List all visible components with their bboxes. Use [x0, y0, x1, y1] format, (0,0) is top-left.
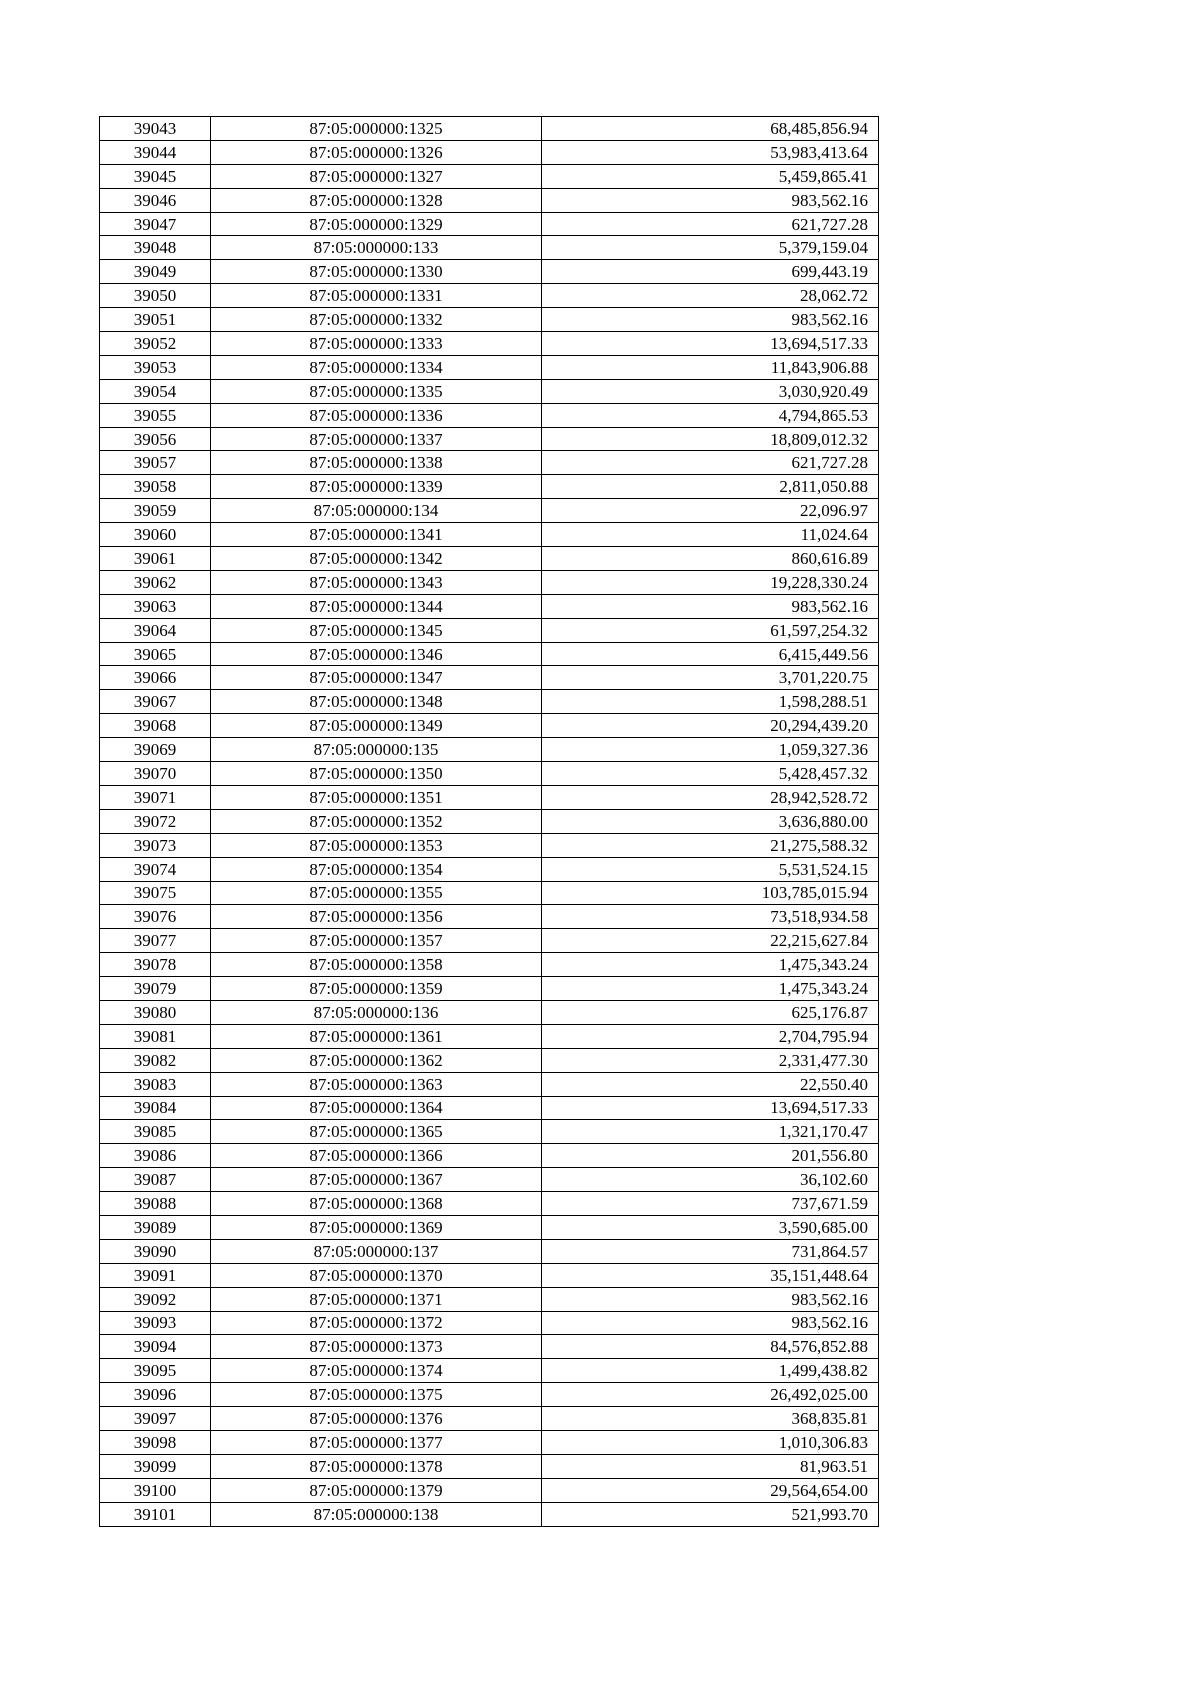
- table-row: [100, 690, 879, 714]
- row-number-cell: 39054: [100, 379, 211, 403]
- table-row: [100, 1383, 879, 1407]
- value-cell: 22,215,627.84: [542, 929, 879, 953]
- table-row: [100, 1430, 879, 1454]
- row-number-cell: 39068: [100, 714, 211, 738]
- cadastral-number-cell: 87:05:000000:1375: [211, 1383, 542, 1407]
- row-number-cell: 39101: [100, 1502, 211, 1526]
- row-number-cell: 39099: [100, 1454, 211, 1478]
- table-row: [100, 284, 879, 308]
- row-number-cell: 39049: [100, 260, 211, 284]
- row-number-cell: 39080: [100, 1000, 211, 1024]
- value-cell: 84,576,852.88: [542, 1335, 879, 1359]
- value-cell: 2,704,795.94: [542, 1024, 879, 1048]
- value-cell: 699,443.19: [542, 260, 879, 284]
- row-number-cell: 39074: [100, 857, 211, 881]
- cadastral-number-cell: 87:05:000000:1368: [211, 1192, 542, 1216]
- table-row: [100, 1048, 879, 1072]
- value-cell: 3,030,920.49: [542, 379, 879, 403]
- cadastral-number-cell: 87:05:000000:1341: [211, 523, 542, 547]
- cadastral-number-cell: 87:05:000000:1355: [211, 881, 542, 905]
- row-number-cell: 39084: [100, 1096, 211, 1120]
- cadastral-number-cell: 87:05:000000:1353: [211, 833, 542, 857]
- cadastral-number-cell: 87:05:000000:133: [211, 236, 542, 260]
- table-row: [100, 594, 879, 618]
- value-cell: 860,616.89: [542, 547, 879, 571]
- row-number-cell: 39046: [100, 188, 211, 212]
- cadastral-number-cell: 87:05:000000:1347: [211, 666, 542, 690]
- value-cell: 621,727.28: [542, 451, 879, 475]
- value-cell: 35,151,448.64: [542, 1263, 879, 1287]
- table-row: [100, 785, 879, 809]
- cadastral-number-cell: 87:05:000000:1376: [211, 1407, 542, 1431]
- table-row: [100, 738, 879, 762]
- value-cell: 73,518,934.58: [542, 905, 879, 929]
- cadastral-number-cell: 87:05:000000:1367: [211, 1168, 542, 1192]
- data-table: [99, 116, 879, 1527]
- row-number-cell: 39093: [100, 1311, 211, 1335]
- cadastral-number-cell: 87:05:000000:1369: [211, 1215, 542, 1239]
- row-number-cell: 39062: [100, 570, 211, 594]
- value-cell: 19,228,330.24: [542, 570, 879, 594]
- table-row: [100, 212, 879, 236]
- row-number-cell: 39053: [100, 355, 211, 379]
- row-number-cell: 39058: [100, 475, 211, 499]
- row-number-cell: 39092: [100, 1287, 211, 1311]
- value-cell: 13,694,517.33: [542, 332, 879, 356]
- cadastral-number-cell: 87:05:000000:1362: [211, 1048, 542, 1072]
- value-cell: 28,062.72: [542, 284, 879, 308]
- row-number-cell: 39075: [100, 881, 211, 905]
- row-number-cell: 39069: [100, 738, 211, 762]
- cadastral-number-cell: 87:05:000000:136: [211, 1000, 542, 1024]
- table-row: [100, 1311, 879, 1335]
- table-row: [100, 1263, 879, 1287]
- value-cell: 983,562.16: [542, 188, 879, 212]
- table-row: [100, 499, 879, 523]
- row-number-cell: 39060: [100, 523, 211, 547]
- value-cell: 1,598,288.51: [542, 690, 879, 714]
- row-number-cell: 39045: [100, 164, 211, 188]
- cadastral-number-cell: 87:05:000000:1327: [211, 164, 542, 188]
- cadastral-number-cell: 87:05:000000:138: [211, 1502, 542, 1526]
- cadastral-number-cell: 87:05:000000:1365: [211, 1120, 542, 1144]
- row-number-cell: 39100: [100, 1478, 211, 1502]
- value-cell: 983,562.16: [542, 1311, 879, 1335]
- row-number-cell: 39096: [100, 1383, 211, 1407]
- row-number-cell: 39081: [100, 1024, 211, 1048]
- cadastral-number-cell: 87:05:000000:1336: [211, 403, 542, 427]
- cadastral-number-cell: 87:05:000000:1334: [211, 355, 542, 379]
- value-cell: 21,275,588.32: [542, 833, 879, 857]
- value-cell: 5,428,457.32: [542, 762, 879, 786]
- cadastral-number-cell: 87:05:000000:1333: [211, 332, 542, 356]
- table-row: [100, 857, 879, 881]
- value-cell: 3,701,220.75: [542, 666, 879, 690]
- value-cell: 26,492,025.00: [542, 1383, 879, 1407]
- table-row: [100, 188, 879, 212]
- value-cell: 68,485,856.94: [542, 117, 879, 141]
- value-cell: 29,564,654.00: [542, 1478, 879, 1502]
- cadastral-number-cell: 87:05:000000:1330: [211, 260, 542, 284]
- table-row: [100, 379, 879, 403]
- table-row: [100, 833, 879, 857]
- table-row: [100, 1192, 879, 1216]
- row-number-cell: 39065: [100, 642, 211, 666]
- cadastral-number-cell: 87:05:000000:1337: [211, 427, 542, 451]
- row-number-cell: 39066: [100, 666, 211, 690]
- table-row: [100, 1168, 879, 1192]
- row-number-cell: 39078: [100, 953, 211, 977]
- table-row: [100, 1024, 879, 1048]
- cadastral-number-cell: 87:05:000000:1349: [211, 714, 542, 738]
- cadastral-number-cell: 87:05:000000:1378: [211, 1454, 542, 1478]
- table-row: [100, 451, 879, 475]
- value-cell: 36,102.60: [542, 1168, 879, 1192]
- table-row: [100, 977, 879, 1001]
- value-cell: 2,331,477.30: [542, 1048, 879, 1072]
- cadastral-number-cell: 87:05:000000:1352: [211, 809, 542, 833]
- cadastral-number-cell: 87:05:000000:1373: [211, 1335, 542, 1359]
- cadastral-number-cell: 87:05:000000:1325: [211, 117, 542, 141]
- row-number-cell: 39095: [100, 1359, 211, 1383]
- table-row: [100, 1072, 879, 1096]
- value-cell: 61,597,254.32: [542, 618, 879, 642]
- value-cell: 81,963.51: [542, 1454, 879, 1478]
- cadastral-number-cell: 87:05:000000:1339: [211, 475, 542, 499]
- value-cell: 1,010,306.83: [542, 1430, 879, 1454]
- value-cell: 5,531,524.15: [542, 857, 879, 881]
- row-number-cell: 39071: [100, 785, 211, 809]
- row-number-cell: 39077: [100, 929, 211, 953]
- cadastral-number-cell: 87:05:000000:1356: [211, 905, 542, 929]
- value-cell: 201,556.80: [542, 1144, 879, 1168]
- value-cell: 1,499,438.82: [542, 1359, 879, 1383]
- cadastral-number-cell: 87:05:000000:1335: [211, 379, 542, 403]
- row-number-cell: 39057: [100, 451, 211, 475]
- table-row: [100, 260, 879, 284]
- cadastral-number-cell: 87:05:000000:1377: [211, 1430, 542, 1454]
- value-cell: 22,550.40: [542, 1072, 879, 1096]
- value-cell: 28,942,528.72: [542, 785, 879, 809]
- row-number-cell: 39091: [100, 1263, 211, 1287]
- row-number-cell: 39072: [100, 809, 211, 833]
- row-number-cell: 39050: [100, 284, 211, 308]
- value-cell: 625,176.87: [542, 1000, 879, 1024]
- cadastral-number-cell: 87:05:000000:1370: [211, 1263, 542, 1287]
- table-row: [100, 905, 879, 929]
- table-body: [100, 117, 879, 1527]
- value-cell: 103,785,015.94: [542, 881, 879, 905]
- value-cell: 983,562.16: [542, 1287, 879, 1311]
- value-cell: 983,562.16: [542, 594, 879, 618]
- row-number-cell: 39076: [100, 905, 211, 929]
- table-row: [100, 475, 879, 499]
- table-row: [100, 1000, 879, 1024]
- table-row: [100, 427, 879, 451]
- value-cell: 6,415,449.56: [542, 642, 879, 666]
- table-row: [100, 1215, 879, 1239]
- value-cell: 22,096.97: [542, 499, 879, 523]
- value-cell: 18,809,012.32: [542, 427, 879, 451]
- table-row: [100, 1239, 879, 1263]
- cadastral-number-cell: 87:05:000000:1346: [211, 642, 542, 666]
- cadastral-number-cell: 87:05:000000:1366: [211, 1144, 542, 1168]
- cadastral-number-cell: 87:05:000000:1348: [211, 690, 542, 714]
- row-number-cell: 39051: [100, 308, 211, 332]
- cadastral-number-cell: 87:05:000000:1371: [211, 1287, 542, 1311]
- cadastral-number-cell: 87:05:000000:1363: [211, 1072, 542, 1096]
- value-cell: 4,794,865.53: [542, 403, 879, 427]
- cadastral-number-cell: 87:05:000000:1344: [211, 594, 542, 618]
- table-row: [100, 953, 879, 977]
- value-cell: 5,459,865.41: [542, 164, 879, 188]
- cadastral-number-cell: 87:05:000000:1338: [211, 451, 542, 475]
- row-number-cell: 39094: [100, 1335, 211, 1359]
- table-row: [100, 547, 879, 571]
- row-number-cell: 39083: [100, 1072, 211, 1096]
- cadastral-number-cell: 87:05:000000:1332: [211, 308, 542, 332]
- table-row: [100, 881, 879, 905]
- row-number-cell: 39055: [100, 403, 211, 427]
- row-number-cell: 39097: [100, 1407, 211, 1431]
- row-number-cell: 39064: [100, 618, 211, 642]
- value-cell: 1,321,170.47: [542, 1120, 879, 1144]
- row-number-cell: 39087: [100, 1168, 211, 1192]
- cadastral-number-cell: 87:05:000000:1345: [211, 618, 542, 642]
- table-row: [100, 308, 879, 332]
- row-number-cell: 39056: [100, 427, 211, 451]
- value-cell: 11,024.64: [542, 523, 879, 547]
- row-number-cell: 39044: [100, 140, 211, 164]
- value-cell: 731,864.57: [542, 1239, 879, 1263]
- value-cell: 3,636,880.00: [542, 809, 879, 833]
- table-row: [100, 140, 879, 164]
- cadastral-number-cell: 87:05:000000:1342: [211, 547, 542, 571]
- table-row: [100, 1502, 879, 1526]
- cadastral-number-cell: 87:05:000000:1364: [211, 1096, 542, 1120]
- table-row: [100, 809, 879, 833]
- row-number-cell: 39043: [100, 117, 211, 141]
- value-cell: 3,590,685.00: [542, 1215, 879, 1239]
- table-row: [100, 642, 879, 666]
- cadastral-number-cell: 87:05:000000:1357: [211, 929, 542, 953]
- cadastral-number-cell: 87:05:000000:1372: [211, 1311, 542, 1335]
- table-row: [100, 332, 879, 356]
- table-row: [100, 523, 879, 547]
- row-number-cell: 39098: [100, 1430, 211, 1454]
- value-cell: 1,475,343.24: [542, 953, 879, 977]
- value-cell: 53,983,413.64: [542, 140, 879, 164]
- row-number-cell: 39090: [100, 1239, 211, 1263]
- cadastral-number-cell: 87:05:000000:1361: [211, 1024, 542, 1048]
- table-row: [100, 164, 879, 188]
- table-row: [100, 1454, 879, 1478]
- row-number-cell: 39089: [100, 1215, 211, 1239]
- table-row: [100, 666, 879, 690]
- cadastral-number-cell: 87:05:000000:1331: [211, 284, 542, 308]
- row-number-cell: 39082: [100, 1048, 211, 1072]
- table-row: [100, 403, 879, 427]
- value-cell: 11,843,906.88: [542, 355, 879, 379]
- row-number-cell: 39088: [100, 1192, 211, 1216]
- table-row: [100, 236, 879, 260]
- row-number-cell: 39073: [100, 833, 211, 857]
- row-number-cell: 39059: [100, 499, 211, 523]
- cadastral-number-cell: 87:05:000000:1329: [211, 212, 542, 236]
- cadastral-number-cell: 87:05:000000:134: [211, 499, 542, 523]
- value-cell: 1,059,327.36: [542, 738, 879, 762]
- cadastral-number-cell: 87:05:000000:1374: [211, 1359, 542, 1383]
- row-number-cell: 39085: [100, 1120, 211, 1144]
- value-cell: 1,475,343.24: [542, 977, 879, 1001]
- row-number-cell: 39067: [100, 690, 211, 714]
- row-number-cell: 39079: [100, 977, 211, 1001]
- table-row: [100, 1407, 879, 1431]
- value-cell: 521,993.70: [542, 1502, 879, 1526]
- row-number-cell: 39061: [100, 547, 211, 571]
- table-row: [100, 1335, 879, 1359]
- table-row: [100, 1478, 879, 1502]
- value-cell: 5,379,159.04: [542, 236, 879, 260]
- cadastral-number-cell: 87:05:000000:1351: [211, 785, 542, 809]
- value-cell: 2,811,050.88: [542, 475, 879, 499]
- cadastral-number-cell: 87:05:000000:1326: [211, 140, 542, 164]
- value-cell: 368,835.81: [542, 1407, 879, 1431]
- cadastral-number-cell: 87:05:000000:1379: [211, 1478, 542, 1502]
- table-row: [100, 570, 879, 594]
- cadastral-number-cell: 87:05:000000:1358: [211, 953, 542, 977]
- cadastral-number-cell: 87:05:000000:1328: [211, 188, 542, 212]
- table-row: [100, 1287, 879, 1311]
- table-row: [100, 355, 879, 379]
- value-cell: 13,694,517.33: [542, 1096, 879, 1120]
- row-number-cell: 39047: [100, 212, 211, 236]
- table-row: [100, 929, 879, 953]
- cadastral-number-cell: 87:05:000000:1343: [211, 570, 542, 594]
- value-cell: 621,727.28: [542, 212, 879, 236]
- table-row: [100, 762, 879, 786]
- cadastral-number-cell: 87:05:000000:1350: [211, 762, 542, 786]
- cadastral-number-cell: 87:05:000000:1359: [211, 977, 542, 1001]
- cadastral-number-cell: 87:05:000000:135: [211, 738, 542, 762]
- table-row: [100, 1096, 879, 1120]
- table-row: [100, 1359, 879, 1383]
- value-cell: 737,671.59: [542, 1192, 879, 1216]
- value-cell: 20,294,439.20: [542, 714, 879, 738]
- cadastral-number-cell: 87:05:000000:137: [211, 1239, 542, 1263]
- row-number-cell: 39048: [100, 236, 211, 260]
- table-row: [100, 117, 879, 141]
- table-row: [100, 1144, 879, 1168]
- row-number-cell: 39070: [100, 762, 211, 786]
- row-number-cell: 39086: [100, 1144, 211, 1168]
- cadastral-number-cell: 87:05:000000:1354: [211, 857, 542, 881]
- row-number-cell: 39052: [100, 332, 211, 356]
- table-row: [100, 1120, 879, 1144]
- table-row: [100, 618, 879, 642]
- row-number-cell: 39063: [100, 594, 211, 618]
- table-row: [100, 714, 879, 738]
- value-cell: 983,562.16: [542, 308, 879, 332]
